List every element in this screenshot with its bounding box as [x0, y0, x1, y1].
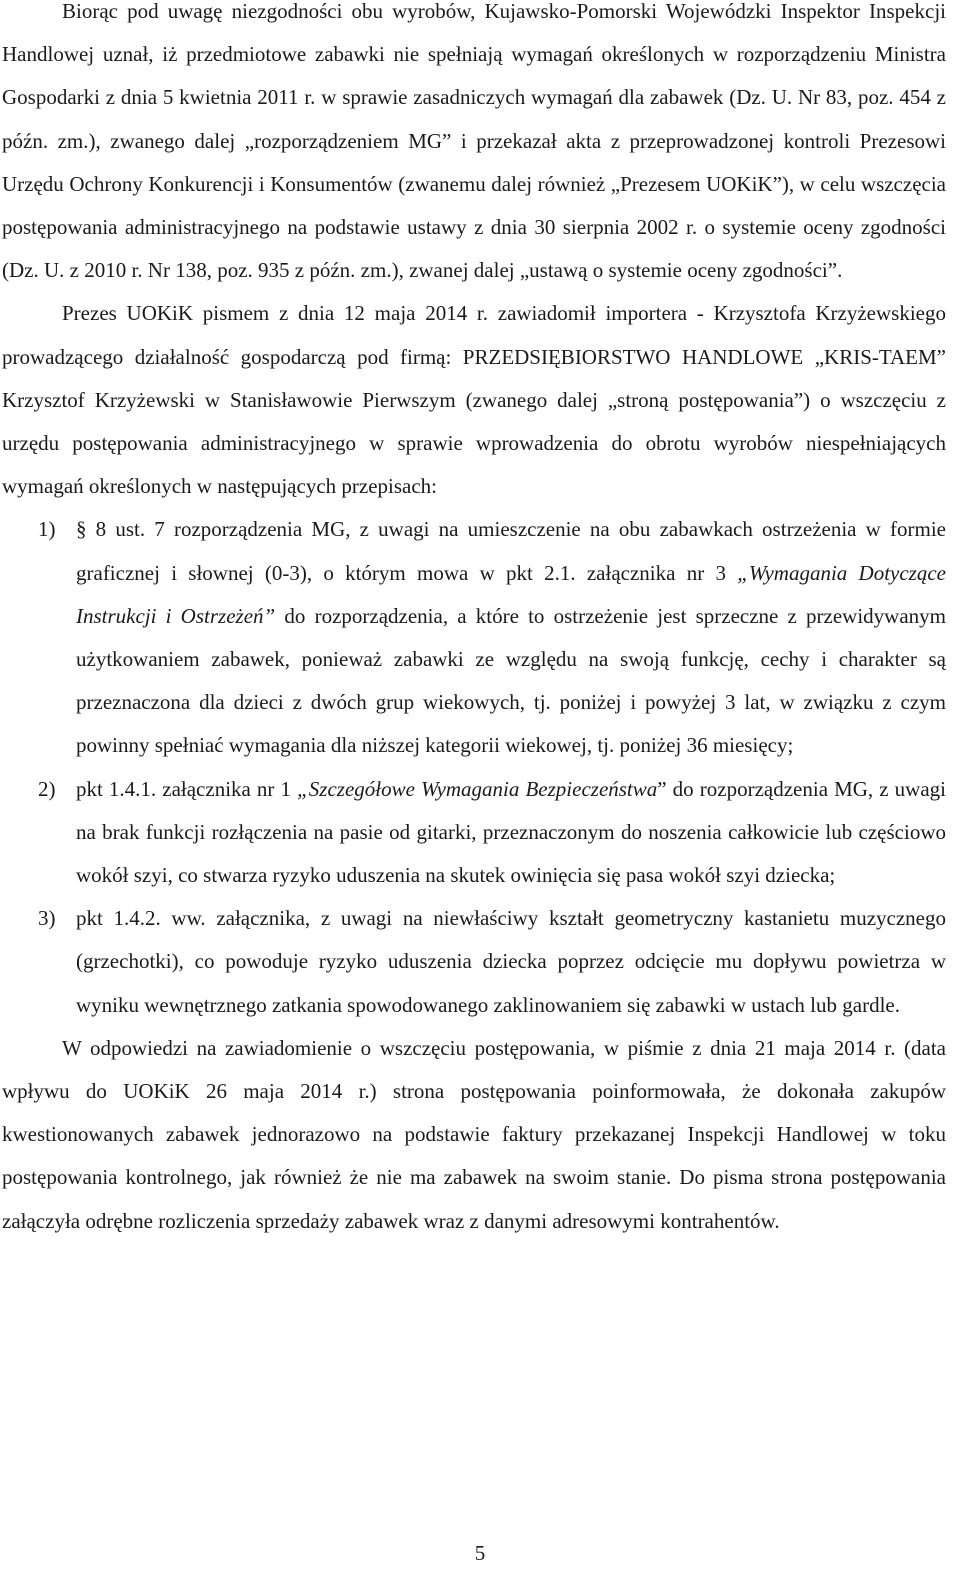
- violations-list: [2, 508, 946, 1026]
- list-item-italic-title: „Szczegółowe Wymagania Bezpieczeństwa: [297, 776, 658, 801]
- list-item-italic-title: „Wymagania Dotyczące Instrukcji i Ostrzeżeń”: [76, 560, 946, 628]
- list-item: [2, 768, 946, 898]
- list-item-text: pkt 1.4.2. ww. załącznika, z uwagi na niewłaściwy kształt geometryczny kastanietu muzycznego (grzechotki), co powoduje ryzyko uduszenia dziecka poprzez odcięcie mu dopływu powietrza w wyniku wewnętrznego zatkania spowodowanego zaklinowaniem się zabawki w ustach lub gardle.: [76, 906, 946, 1017]
- list-item-text-continued: ” do rozporządzenia MG, z uwagi na brak funkcji rozłączenia na pasie od gitarki, przeznaczonym do noszenia całkowicie lub częściowo wokół szyi, co stwarza ryzyko uduszenia na skutek owinięcia się pasa wokół szyi dziecka;: [76, 776, 946, 888]
- list-item-text-continued: do rozporządzenia, a które to ostrzeżenie jest sprzeczne z przewidywanym użytkowaniem zabawek, ponieważ zabawki ze względu na swoją funkcję, cechy i charakter są przeznaczona dla dzieci z dwóch grup wiekowych, tj. poniżej i powyżej 3 lat, w związku z czym powinny spełniać wymagania dla niższej kategorii wiekowej, tj. poniżej 36 miesięcy;: [76, 603, 946, 758]
- list-item-text: § 8 ust. 7 rozporządzenia MG, z uwagi na umieszczenie na obu zabawkach ostrzeżenia w formie graficznej i słownej (0-3), o którym mowa w pkt 2.1. załącznika nr 3: [76, 517, 946, 585]
- list-item: [2, 508, 946, 767]
- list-item-number: 1): [38, 517, 56, 542]
- paragraph-inspector-findings: Biorąc pod uwagę niezgodności obu wyrobów, Kujawsko-Pomorski Wojewódzki Inspektor Inspekcji Handlowej uznał, iż przedmiotowe zabawki nie spełniają wymagań określonych w rozporządzeniu Ministra Gospodarki z dnia 5 kwietnia 2011 r. w sprawie zasadniczych wymagań dla zabawek (Dz. U. Nr 83, poz. 454 z późn. zm.), zwanego dalej „rozporządzeniem MG” i przekazał akta z przeprowadzonej kontroli Prezesowi Urzędu Ochrony Konkurencji i Konsumentów (zwanemu dalej również „Prezesem UOKiK”), w celu wszczęcia postępowania administracyjnego na podstawie ustawy z dnia 30 sierpnia 2002 r. o systemie oceny zgodności (Dz. U. z 2010 r. Nr 138, poz. 935 z późn. zm.), zwanej dalej „ustawą o systemie oceny zgodności”.: [2, 0, 946, 283]
- paragraph-uokik-notification: Prezes UOKiK pismem z dnia 12 maja 2014 r. zawiadomił importera - Krzysztofa Krzyżewskiego prowadzącego działalność gospodarczą pod firmą: PRZEDSIĘBIORSTWO HANDLOWE „KRIS-TAEM” Krzysztof Krzyżewski w Stanisławowie Pierwszym (zwanego dalej „stroną postępowania”) o wszczęciu z urzędu postępowania administracyjnego w sprawie wprowadzenia do obrotu wyrobów niespełniających wymagań określonych w następujących przepisach:: [2, 301, 946, 499]
- page-number: 5: [474, 1541, 486, 1565]
- list-item-text: pkt 1.4.1. załącznika nr 1: [76, 776, 298, 801]
- list-item: [2, 897, 946, 1027]
- paragraph-party-response: W odpowiedzi na zawiadomienie o wszczęciu postępowania, w piśmie z dnia 21 maja 2014 r. (data wpływu do UOKiK 26 maja 2014 r.) strona postępowania poinformowała, że dokonała zakupów kwestionowanych zabawek jednorazowo na podstawie faktury przekazanej Inspekcji Handlowej w toku postępowania kontrolnego, jak również że nie ma zabawek na swoim stanie. Do pisma strona postępowania załączyła odrębne rozliczenia sprzedaży zabawek wraz z danymi adresowymi kontrahentów.: [2, 1035, 946, 1233]
- list-item-number: 3): [38, 906, 56, 931]
- list-item-number: 2): [38, 776, 56, 801]
